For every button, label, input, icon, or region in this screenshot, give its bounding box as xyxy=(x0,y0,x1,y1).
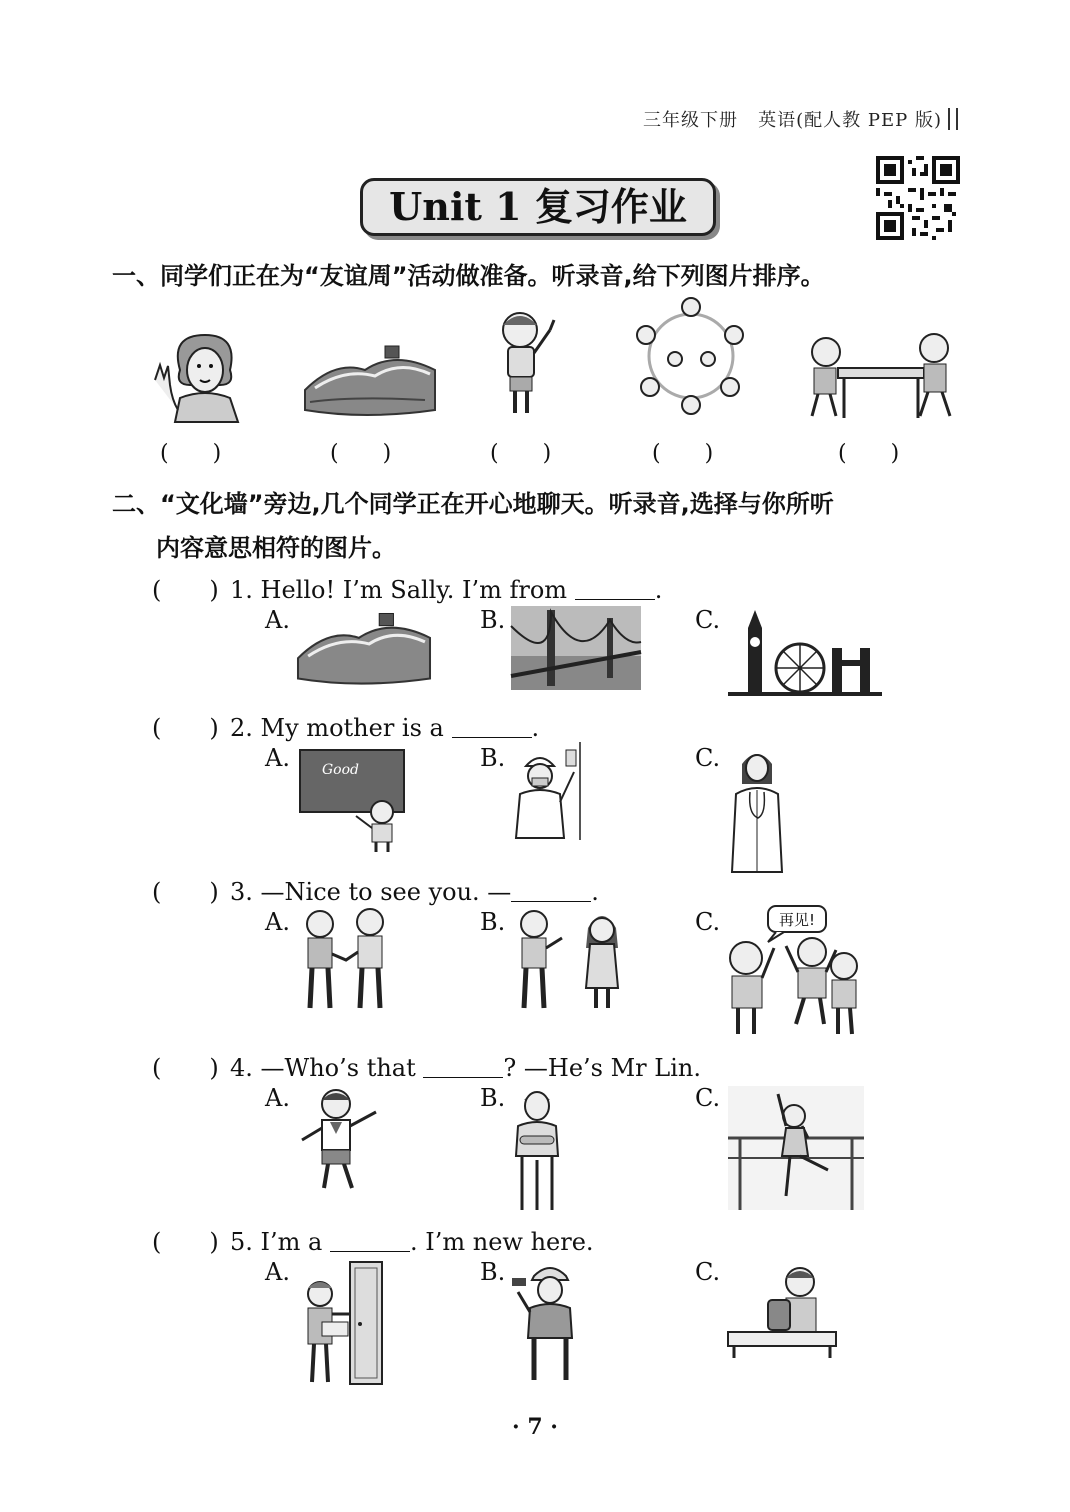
option-b-label[interactable]: B. xyxy=(480,744,506,772)
fill-blank[interactable] xyxy=(575,579,655,600)
answer-blank-4[interactable]: ( ) xyxy=(652,441,714,466)
option-c-label[interactable]: C. xyxy=(695,606,721,634)
option-a-label[interactable]: A. xyxy=(265,908,290,936)
nurse-image xyxy=(510,742,588,840)
option-a-label[interactable]: A. xyxy=(265,744,290,772)
boy-and-girl-image xyxy=(512,908,624,1012)
option-b-label[interactable]: B. xyxy=(480,606,506,634)
answer-paren[interactable]: ( ) xyxy=(152,1054,219,1082)
answer-blank-5[interactable]: ( ) xyxy=(838,441,900,466)
speech-bubble-text: 再见! xyxy=(778,911,816,929)
answer-paren[interactable]: ( ) xyxy=(152,1228,219,1256)
book-grade: 三年级下册 xyxy=(642,110,738,131)
teacher-blackboard-image xyxy=(300,750,408,854)
teacher-waving-image xyxy=(150,330,250,422)
girl-dancer-image xyxy=(728,1086,864,1210)
answer-blank-3[interactable]: ( ) xyxy=(490,441,552,466)
question-1: ( ) 1. Hello! I’m Sally. I’m from . xyxy=(152,570,662,605)
worker-hammer-image xyxy=(510,1258,590,1382)
fill-blank[interactable] xyxy=(511,881,591,902)
children-circle-image xyxy=(630,295,752,417)
fill-blank[interactable] xyxy=(452,717,532,738)
fill-blank[interactable] xyxy=(330,1231,410,1252)
great-wall-image xyxy=(305,340,435,418)
option-b-label[interactable]: B. xyxy=(480,1258,506,1286)
option-c-label[interactable]: C. xyxy=(695,1258,721,1286)
answer-paren[interactable]: ( ) xyxy=(152,714,219,742)
boys-carrying-table-image xyxy=(808,330,954,422)
london-skyline-image xyxy=(728,608,882,698)
section2-heading-line2: 内容意思相符的图片。 xyxy=(156,534,396,562)
great-wall-image xyxy=(298,606,430,688)
option-b-label[interactable]: B. xyxy=(480,1084,506,1112)
boy-pioneer-image xyxy=(298,1088,384,1194)
doctor-image xyxy=(728,744,786,872)
option-a-label[interactable]: A. xyxy=(265,1084,290,1112)
kids-waving-goodbye-image xyxy=(724,906,870,1040)
option-c-label[interactable]: C. xyxy=(695,1084,721,1112)
section1-heading: 一、同学们正在为“友谊周”活动做准备。听录音,给下列图片排序。 xyxy=(112,262,825,290)
question-2: ( ) 2. My mother is a . xyxy=(152,708,539,743)
section2-heading xyxy=(112,482,972,570)
answer-paren[interactable]: ( ) xyxy=(152,878,219,906)
option-b-label[interactable]: B. xyxy=(480,908,506,936)
option-c-label[interactable]: C. xyxy=(695,908,721,936)
question-4: ( ) 4. —Who’s that ? —He’s Mr Lin. xyxy=(152,1048,701,1083)
book-header xyxy=(643,106,958,132)
answer-blank-1[interactable]: ( ) xyxy=(160,441,222,466)
boy-waving-image xyxy=(490,305,560,420)
book-subject: 英语(配人教 PEP 版) xyxy=(758,110,942,131)
page-title: Unit 1 复习作业 xyxy=(360,178,716,236)
boys-shaking-hands-image xyxy=(298,908,398,1012)
option-a-label[interactable]: A. xyxy=(265,606,290,634)
answer-paren[interactable]: ( ) xyxy=(152,576,219,604)
page-number: · 7 · xyxy=(512,1414,558,1440)
header-divider xyxy=(948,108,958,130)
section2-heading-line1: 二、“文化墙”旁边,几个同学正在开心地聊天。听录音,选择与你所听 xyxy=(112,490,834,518)
question-5: ( ) 5. I’m a . I’m new here. xyxy=(152,1222,594,1257)
golden-gate-bridge-image xyxy=(511,606,641,690)
answer-blank-2[interactable]: ( ) xyxy=(330,441,392,466)
delivery-boy-door-image xyxy=(298,1260,386,1384)
option-c-label[interactable]: C. xyxy=(695,744,721,772)
man-arms-crossed-image xyxy=(510,1086,564,1212)
qr-code-icon[interactable] xyxy=(876,156,960,240)
question-3: ( ) 3. —Nice to see you. — . xyxy=(152,872,599,907)
student-desk-image xyxy=(728,1262,836,1360)
option-a-label[interactable]: A. xyxy=(265,1258,290,1286)
fill-blank[interactable] xyxy=(423,1057,503,1078)
blackboard-text: Good xyxy=(322,762,360,778)
